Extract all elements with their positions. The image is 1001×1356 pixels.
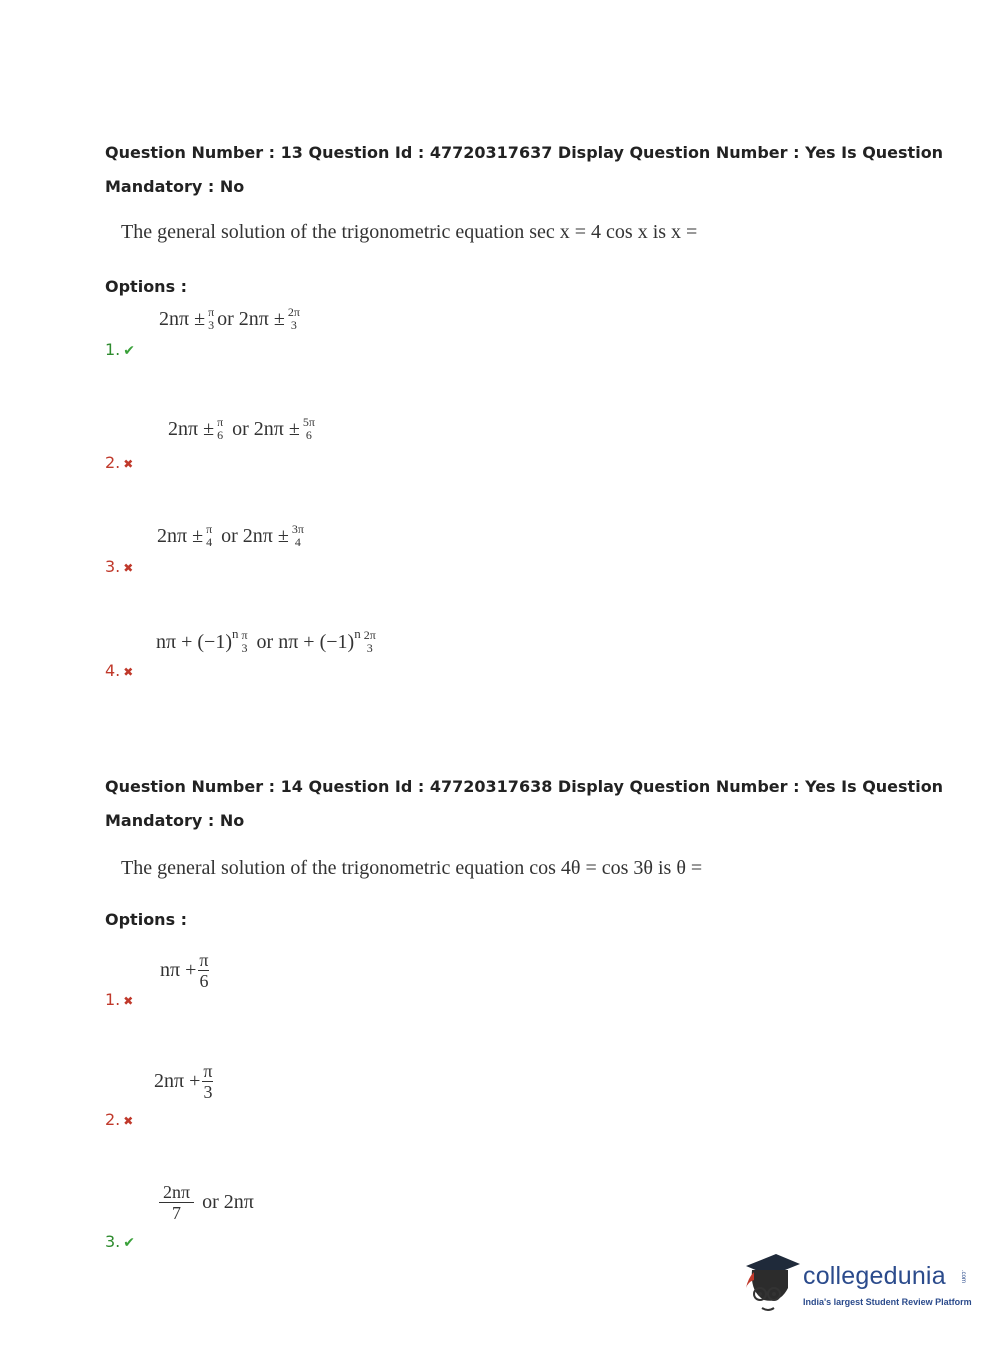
logo-suffix: .com <box>960 1270 966 1284</box>
q14-opt3-term-b: or 2nπ <box>202 1191 254 1213</box>
q13-opt2-term-a: 2nπ ± <box>168 417 215 440</box>
q13-option-1-math <box>159 306 303 332</box>
question-14-options-label: Options : <box>105 910 188 929</box>
q13-opt1-term-a: 2nπ ± <box>159 307 206 330</box>
question-14-header: Question Number : 14 Question Id : 47720317638 Display Question Number : Yes Is Question <box>105 777 944 796</box>
q13-option-4-label: 4. <box>105 661 121 680</box>
question-13-options-label: Options : <box>105 277 188 296</box>
q13-option-3-label: 3. <box>105 557 121 576</box>
q13-option-3-math <box>157 523 307 549</box>
q13-opt3-frac-b-den: 4 <box>294 535 301 549</box>
q14-opt1-frac-num: π <box>199 950 209 970</box>
q14-opt3-frac-den: 7 <box>172 1203 182 1223</box>
q13-opt4-frac-a-num: π <box>241 628 248 642</box>
correct-check-icon: ✔ <box>123 343 135 359</box>
correct-check-icon: ✔ <box>123 1235 135 1251</box>
q13-opt3-mid: or 2nπ ± <box>221 524 289 547</box>
q14-opt1-frac-den: 6 <box>199 971 209 991</box>
question-13-mandatory: Mandatory : No <box>105 177 245 196</box>
q13-opt4-term-a: nπ + (−1) <box>156 630 232 653</box>
q14-option-3-math <box>157 1182 254 1223</box>
q13-opt1-frac-a-num: π <box>208 305 215 319</box>
q13-option-2-label: 2. <box>105 453 121 472</box>
q14-opt1-frac <box>198 950 209 991</box>
q14-opt3-frac <box>159 1182 194 1223</box>
q13-opt2-frac-b-den: 6 <box>305 428 312 442</box>
q13-option-3-number[interactable] <box>105 557 133 576</box>
q13-opt2-frac-b-num: 5π <box>302 415 315 429</box>
q13-option-2-math <box>168 416 318 442</box>
collegedunia-logo[interactable] <box>740 1248 970 1318</box>
wrong-cross-icon: ✖ <box>123 457 134 471</box>
q13-opt2-mid: or 2nπ ± <box>232 417 300 440</box>
q14-option-1-number[interactable] <box>105 990 133 1009</box>
q14-opt3-frac-num: 2nπ <box>159 1182 194 1203</box>
q14-option-2-label: 2. <box>105 1110 121 1129</box>
q14-option-2-number[interactable] <box>105 1110 133 1129</box>
question-14-text: The general solution of the trigonometric equation cos 4θ = cos 3θ is θ = <box>121 857 703 879</box>
q13-opt4-frac-b-num: 2π <box>363 628 376 642</box>
q13-opt3-frac-b-num: 3π <box>291 522 304 536</box>
logo-tagline: India's largest Student Review Platform <box>803 1297 972 1307</box>
q14-opt1-term-a: nπ + <box>160 959 197 981</box>
wrong-cross-icon: ✖ <box>123 665 134 679</box>
q13-option-1-number[interactable] <box>105 340 135 359</box>
wrong-cross-icon: ✖ <box>123 1114 134 1128</box>
question-13-header: Question Number : 13 Question Id : 47720317637 Display Question Number : Yes Is Question <box>105 143 944 162</box>
q13-opt4-sup-a: n <box>231 626 239 641</box>
q13-option-4-number[interactable] <box>105 661 133 680</box>
q13-opt3-frac-b <box>291 523 305 549</box>
question-13-text: The general solution of the trigonometric equation sec x = 4 cos x is x = <box>121 221 698 243</box>
q13-opt1-frac-a-den: 3 <box>208 318 215 332</box>
q13-opt1-frac-b <box>287 306 301 332</box>
q13-option-4-math <box>156 626 379 655</box>
q14-opt2-frac-num: π <box>203 1061 213 1081</box>
q14-option-1-math <box>160 950 211 991</box>
q13-opt1-frac-b-num: 2π <box>287 305 300 319</box>
q13-opt3-frac-a-den: 4 <box>206 535 213 549</box>
q13-opt4-frac-b-den: 3 <box>366 641 373 655</box>
q14-option-3-label: 3. <box>105 1232 121 1251</box>
q13-opt2-frac-b <box>302 416 316 442</box>
q13-opt2-frac-a <box>216 416 224 442</box>
q13-opt4-mid: or nπ + (−1) <box>256 630 355 653</box>
q13-opt3-term-a: 2nπ ± <box>157 524 204 547</box>
q13-opt4-frac-b <box>363 629 377 655</box>
q13-opt1-frac-b-den: 3 <box>290 318 297 332</box>
mascot-graduate-icon <box>740 1248 802 1318</box>
q13-opt2-frac-a-den: 6 <box>217 428 224 442</box>
q13-opt3-frac-a-num: π <box>206 522 213 536</box>
q14-opt2-frac <box>202 1061 213 1102</box>
q13-opt4-frac-a-den: 3 <box>241 641 248 655</box>
q14-option-3-number[interactable] <box>105 1232 135 1251</box>
q14-opt2-term-a: 2nπ + <box>154 1070 201 1092</box>
logo-wordmark: collegedunia <box>803 1262 946 1290</box>
question-14-mandatory: Mandatory : No <box>105 811 245 830</box>
q13-opt2-frac-a-num: π <box>217 415 224 429</box>
q14-option-1-label: 1. <box>105 990 121 1009</box>
q14-opt2-frac-den: 3 <box>203 1082 213 1102</box>
wrong-cross-icon: ✖ <box>123 994 134 1008</box>
q13-option-1-label: 1. <box>105 340 121 359</box>
q13-opt3-frac-a <box>205 523 213 549</box>
q13-opt1-frac-a <box>207 306 215 332</box>
wrong-cross-icon: ✖ <box>123 561 134 575</box>
q13-opt1-mid: or 2nπ ± <box>217 307 285 330</box>
q13-opt4-sup-b: n <box>354 626 361 641</box>
q13-option-2-number[interactable] <box>105 453 133 472</box>
q14-option-2-math <box>154 1061 215 1102</box>
q13-opt4-frac-a <box>240 629 248 655</box>
